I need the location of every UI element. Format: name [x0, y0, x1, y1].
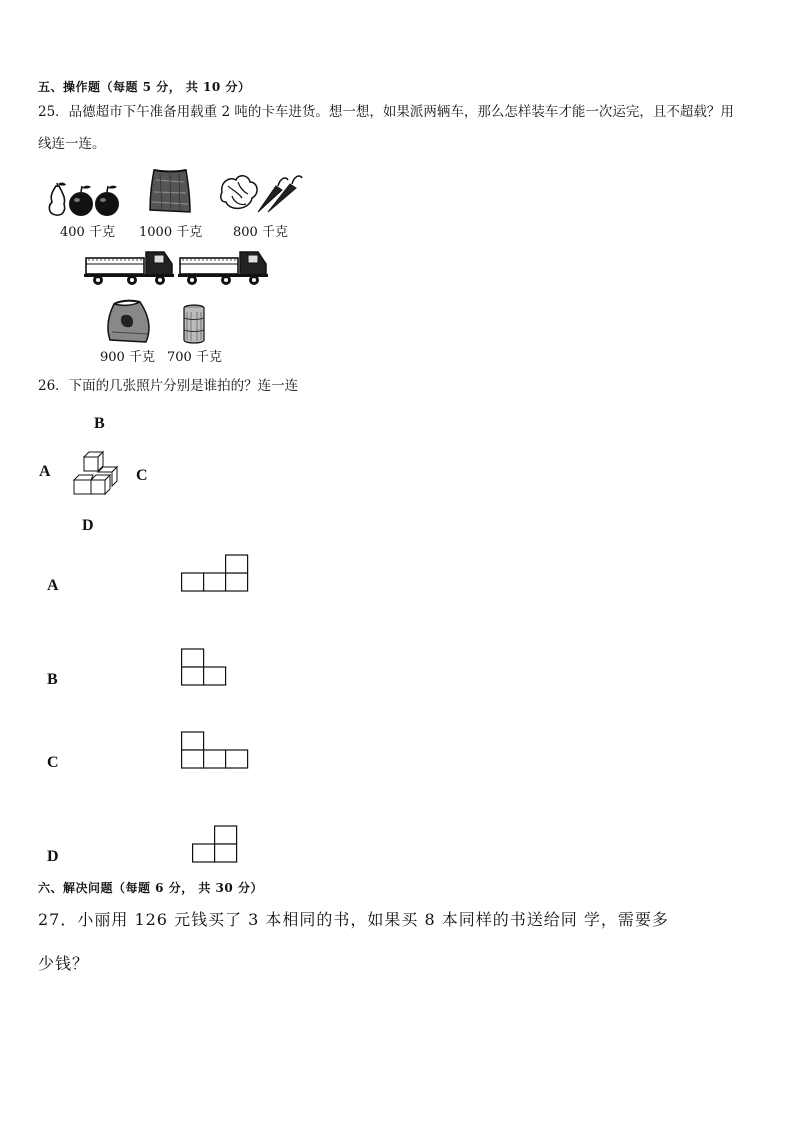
direction-label-left: A [39, 463, 51, 480]
view-a-figure [181, 554, 251, 594]
bag-weight-label: 900 千克 [100, 350, 155, 365]
vegetables-icon [218, 172, 304, 216]
barrel-icon [182, 304, 206, 344]
view-d-figure [192, 825, 240, 865]
view-c-figure [181, 731, 251, 771]
fruit-weight-label: 400 千克 [60, 225, 115, 240]
section-six-title: 六、解决问题（每题 6 分， 共 30 分） [38, 881, 263, 895]
section-five-title: 五、操作题（每题 5 分， 共 10 分） [38, 80, 251, 94]
cube-stack-figure [72, 450, 120, 500]
view-b-figure [181, 648, 229, 688]
truck-icon [178, 246, 270, 286]
view-c-label: C [47, 754, 59, 771]
direction-label-top: B [94, 415, 105, 432]
question-27-line2: 少钱？ [38, 954, 90, 973]
bag-icon [104, 298, 154, 344]
sack-weight-label: 1000 千克 [139, 225, 203, 240]
vegetables-weight-label: 800 千克 [233, 225, 288, 240]
question-25-line2: 线连一连。 [38, 136, 106, 152]
sack-icon [146, 166, 196, 216]
direction-label-bottom: D [82, 517, 94, 534]
question-26-text: 26．下面的几张照片分别是谁拍的？连一连 [38, 378, 299, 394]
direction-label-right: C [136, 467, 148, 484]
view-b-label: B [47, 671, 58, 688]
truck-icon [84, 246, 176, 286]
question-27-line1: 27．小丽用 126 元钱买了 3 本相同的书，如果买 8 本同样的书送给同 学，需要多 [38, 910, 669, 929]
barrel-weight-label: 700 千克 [167, 350, 222, 365]
fruit-icon [46, 180, 122, 218]
view-d-label: D [47, 848, 59, 865]
question-25-line1: 25．品德超市下午准备用载重 2 吨的卡车进货。想一想，如果派两辆车，那么怎样装车才能一次运完，且不超载？用 [38, 104, 734, 120]
view-a-label: A [47, 577, 59, 594]
